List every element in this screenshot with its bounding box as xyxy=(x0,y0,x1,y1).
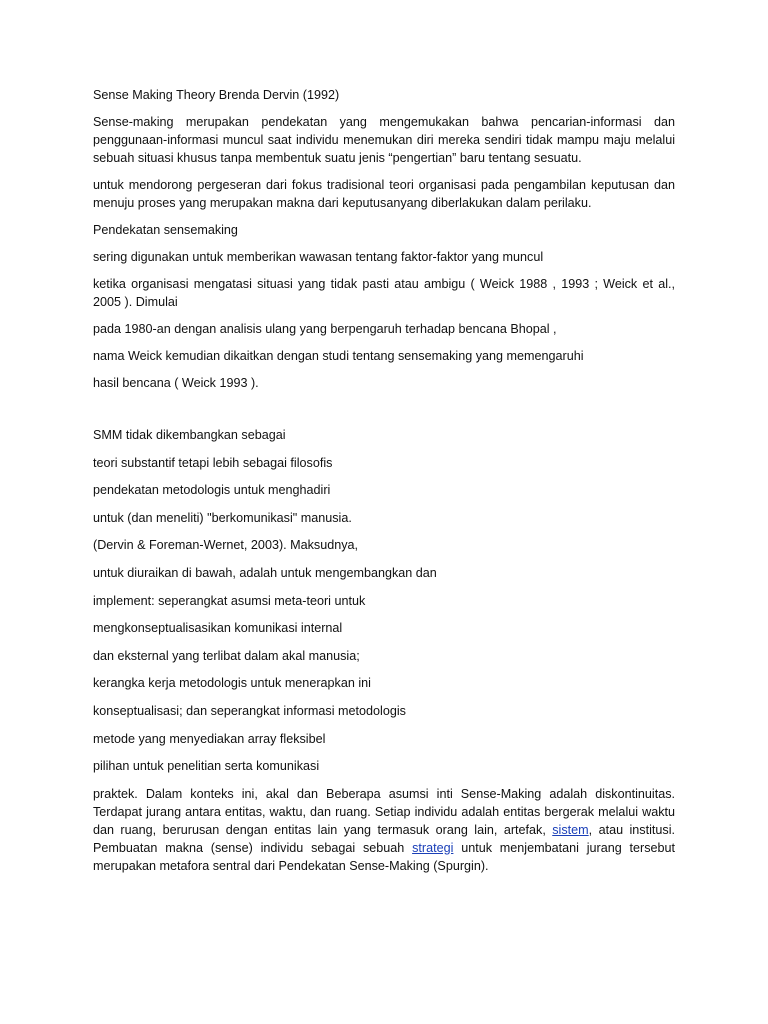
paragraph-final xyxy=(93,785,675,875)
smm-line: implement: seperangkat asumsi meta-teori untuk xyxy=(93,593,366,608)
section-gap xyxy=(93,401,675,426)
smm-line: metode yang menyediakan array fleksibel xyxy=(93,731,326,746)
paragraph-weick-citation: ketika organisasi mengatasi situasi yang tidak pasti atau ambigu ( Weick 1988 , 1993 ; Weick et al., 2005 ). Dimulai xyxy=(93,277,675,309)
final-text-part-3: untuk menjembatani jurang tersebut merupakan metafora sentral dari Pendekatan Sense-Making (Spurgin). xyxy=(93,840,675,873)
paragraph-disaster-result: hasil bencana ( Weick 1993 ). xyxy=(93,376,259,390)
document-page xyxy=(93,86,675,884)
paragraph-bhopal: pada 1980-an dengan analisis ulang yang berpengaruh terhadap bencana Bhopal , xyxy=(93,322,557,336)
smm-line: untuk (dan meneliti) "berkomunikasi" manusia. xyxy=(93,510,352,525)
paragraph-sense-making-definition: Sense-making merupakan pendekatan yang mengemukakan bahwa pencarian-informasi dan penggunaan-informasi muncul saat individu menemukan diri mereka sendiri tidak mampu maju melalui sebuah situasi khusus tanpa membentuk suatu jenis “pengertian” baru tentang sesuatu. xyxy=(93,115,675,165)
paragraph-weick-name: nama Weick kemudian dikaitkan dengan studi tentang sensemaking yang memengaruhi xyxy=(93,349,584,363)
paragraph-organization-theory: untuk mendorong pergeseran dari fokus tradisional teori organisasi pada pengambilan keputusan dan menuju proses yang merupakan makna dari keputusanyang diberlakukan dalam perilaku. xyxy=(93,178,675,210)
link-sistem[interactable]: sistem xyxy=(552,822,589,837)
smm-line: kerangka kerja metodologis untuk menerapkan ini xyxy=(93,676,371,691)
final-text-part-2: , atau institusi. Pembuatan makna (sense) individu sebagai sebuah xyxy=(93,822,675,855)
smm-line: dan eksternal yang terlibat dalam akal manusia; xyxy=(93,648,360,663)
paragraph-approach-heading: Pendekatan sensemaking xyxy=(93,223,238,237)
smm-line: (Dervin & Foreman-Wernet, 2003). Maksudnya, xyxy=(93,538,359,553)
document-title: Sense Making Theory Brenda Dervin (1992) xyxy=(93,88,340,102)
final-text-part-1: praktek. Dalam konteks ini, akal dan Beberapa asumsi inti Sense-Making adalah diskontinuitas. Terdapat jurang antara entitas, waktu, dan ruang. Setiap individu adalah entitas bergerak melalui waktu dan ruang, berurusan dengan entitas lain yang termasuk orang lain, artefak, xyxy=(93,786,675,837)
paragraph-insight: sering digunakan untuk memberikan wawasan tentang faktor-faktor yang muncul xyxy=(93,250,544,264)
smm-line: teori substantif tetapi lebih sebagai filosofis xyxy=(93,455,333,470)
smm-line: untuk diuraikan di bawah, adalah untuk mengembangkan dan xyxy=(93,565,437,580)
smm-line: konseptualisasi; dan seperangkat informasi metodologis xyxy=(93,703,406,718)
smm-line: mengkonseptualisasikan komunikasi internal xyxy=(93,621,343,636)
smm-line: pilihan untuk penelitian serta komunikasi xyxy=(93,759,320,774)
smm-line: SMM tidak dikembangkan sebagai xyxy=(93,428,286,442)
smm-line: pendekatan metodologis untuk menghadiri xyxy=(93,483,331,498)
link-strategi[interactable]: strategi xyxy=(412,840,454,855)
